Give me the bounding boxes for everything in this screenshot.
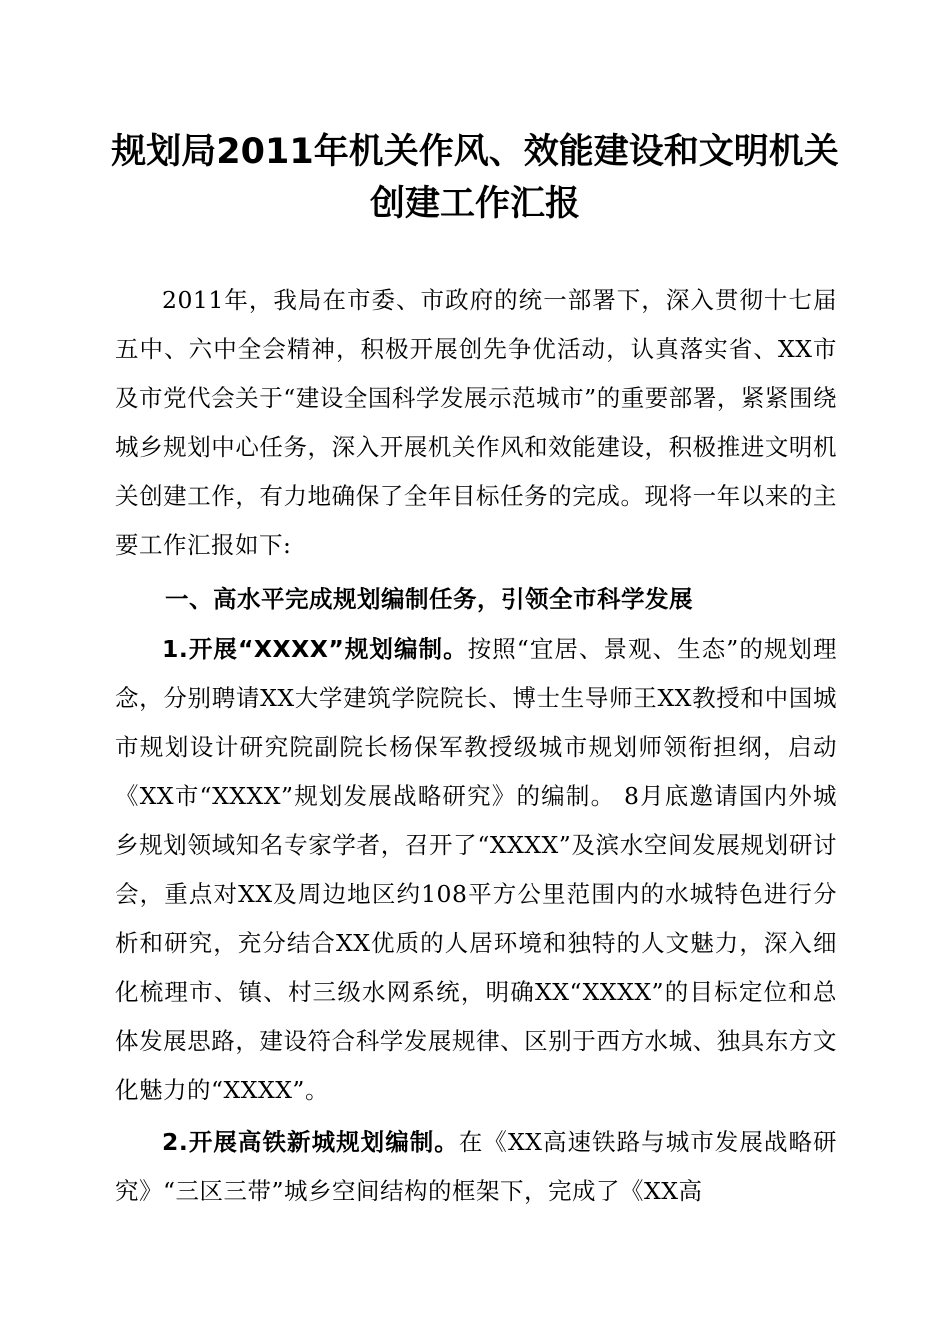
section-1-heading-block — [115, 575, 837, 624]
item-2-lead: 2.开展高铁新城规划编制。 — [162, 1128, 459, 1156]
item-1-paragraph-block — [115, 625, 837, 1115]
document-title-line-1: 规划局2011年机关作风、效能建设和文明机关 — [111, 132, 839, 172]
item-1-body: 按照“宜居、景观、生态”的规划理念，分别聘请XX大学建筑学院院长、博士生导师王XX教授和中国城市规划设计研究院副院长杨保军教授级城市规划师领衔担纲，启动《XX市“XXXX”规划发展战略研究》的编制。 8月底邀请国内外城乡规划领域知名专家学者，召开了“XXXX”及滨水空间发展规划研讨会，重点对XX及周边地区约108平方公里范围内的水城特色进行分析和研究，充分结合XX优质的人居环境和独特的人文魅力，深入细化梳理市、镇、村三级水网系统，明确XX“XXXX”的目标定位和总体发展思路，建设符合科学发展规律、区别于西方水城、独具东方文化魅力的“XXXX”。 — [115, 635, 837, 1104]
item-1-lead: 1.开展“XXXX”规划编制。 — [162, 635, 468, 663]
item-2-paragraph-block — [115, 1118, 837, 1216]
section-1-heading: 一、高水平完成规划编制任务，引领全市科学发展 — [165, 585, 693, 613]
item-1-paragraph — [115, 625, 837, 1115]
item-2-paragraph — [115, 1118, 837, 1216]
intro-paragraph: 2011年，我局在市委、市政府的统一部署下，深入贯彻十七届五中、六中全会精神，积极开展创先争优活动，认真落实省、XX市及市党代会关于“建设全国科学发展示范城市”的重要部署，紧紧围绕城乡规划中心任务，深入开展机关作风和效能建设，积极推进文明机关创建工作，有力地确保了全年目标任务的完成。现将一年以来的主要工作汇报如下: — [115, 286, 837, 559]
intro-paragraph-block — [115, 276, 837, 570]
document-title-line-2: 创建工作汇报 — [369, 184, 580, 224]
item-2-body: 在《XX高速铁路与城市发展战略研究》“三区三带”城乡空间结构的框架下，完成了《XX高 — [115, 1128, 837, 1205]
